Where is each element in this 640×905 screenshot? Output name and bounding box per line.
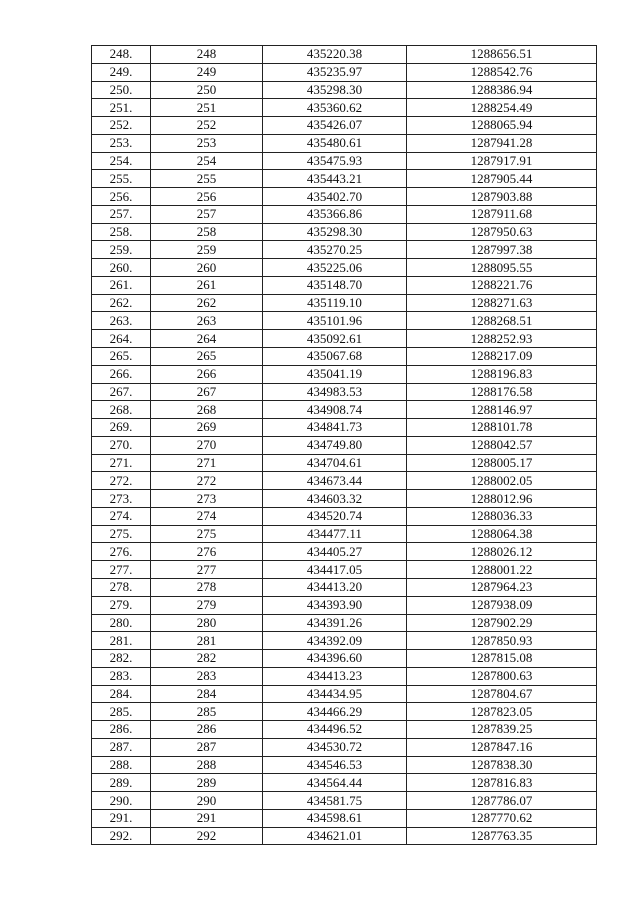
point-number-cell: 275 xyxy=(151,525,263,543)
point-number-cell: 269 xyxy=(151,419,263,437)
x-coordinate-cell: 434477.11 xyxy=(263,525,407,543)
x-coordinate-cell: 434598.61 xyxy=(263,809,407,827)
y-coordinate-cell: 1287905.44 xyxy=(407,170,597,188)
table-row xyxy=(92,348,597,366)
point-number-cell: 279 xyxy=(151,596,263,614)
point-number-cell: 283 xyxy=(151,667,263,685)
row-index-cell: 267. xyxy=(92,383,151,401)
table-row xyxy=(92,756,597,774)
point-number-cell: 288 xyxy=(151,756,263,774)
point-number-cell: 290 xyxy=(151,792,263,810)
y-coordinate-cell: 1288005.17 xyxy=(407,454,597,472)
point-number-cell: 287 xyxy=(151,738,263,756)
table-row xyxy=(92,543,597,561)
y-coordinate-cell: 1288217.09 xyxy=(407,348,597,366)
x-coordinate-cell: 435092.61 xyxy=(263,330,407,348)
x-coordinate-cell: 435475.93 xyxy=(263,152,407,170)
table-row xyxy=(92,276,597,294)
row-index-cell: 288. xyxy=(92,756,151,774)
point-number-cell: 253 xyxy=(151,134,263,152)
y-coordinate-cell: 1288271.63 xyxy=(407,294,597,312)
x-coordinate-cell: 434392.09 xyxy=(263,632,407,650)
table-row xyxy=(92,63,597,81)
point-number-cell: 265 xyxy=(151,348,263,366)
point-number-cell: 250 xyxy=(151,81,263,99)
table-row xyxy=(92,490,597,508)
x-coordinate-cell: 434417.05 xyxy=(263,561,407,579)
x-coordinate-cell: 434581.75 xyxy=(263,792,407,810)
x-coordinate-cell: 434496.52 xyxy=(263,721,407,739)
y-coordinate-cell: 1287839.25 xyxy=(407,721,597,739)
y-coordinate-cell: 1287838.30 xyxy=(407,756,597,774)
y-coordinate-cell: 1287903.88 xyxy=(407,188,597,206)
x-coordinate-cell: 435366.86 xyxy=(263,205,407,223)
y-coordinate-cell: 1288268.51 xyxy=(407,312,597,330)
table-row xyxy=(92,259,597,277)
y-coordinate-cell: 1287902.29 xyxy=(407,614,597,632)
y-coordinate-cell: 1288101.78 xyxy=(407,419,597,437)
row-index-cell: 276. xyxy=(92,543,151,561)
y-coordinate-cell: 1288012.96 xyxy=(407,490,597,508)
y-coordinate-cell: 1287816.83 xyxy=(407,774,597,792)
x-coordinate-cell: 434564.44 xyxy=(263,774,407,792)
x-coordinate-cell: 434520.74 xyxy=(263,507,407,525)
y-coordinate-cell: 1287804.67 xyxy=(407,685,597,703)
y-coordinate-cell: 1288656.51 xyxy=(407,46,597,64)
row-index-cell: 275. xyxy=(92,525,151,543)
x-coordinate-cell: 434391.26 xyxy=(263,614,407,632)
table-row xyxy=(92,774,597,792)
row-index-cell: 272. xyxy=(92,472,151,490)
x-coordinate-cell: 434603.32 xyxy=(263,490,407,508)
point-number-cell: 286 xyxy=(151,721,263,739)
table-row xyxy=(92,827,597,845)
y-coordinate-cell: 1288065.94 xyxy=(407,117,597,135)
point-number-cell: 251 xyxy=(151,99,263,117)
table-row xyxy=(92,685,597,703)
row-index-cell: 280. xyxy=(92,614,151,632)
table-row xyxy=(92,205,597,223)
x-coordinate-cell: 434983.53 xyxy=(263,383,407,401)
y-coordinate-cell: 1288254.49 xyxy=(407,99,597,117)
row-index-cell: 274. xyxy=(92,507,151,525)
y-coordinate-cell: 1287997.38 xyxy=(407,241,597,259)
point-number-cell: 257 xyxy=(151,205,263,223)
x-coordinate-cell: 435225.06 xyxy=(263,259,407,277)
y-coordinate-cell: 1287917.91 xyxy=(407,152,597,170)
table-row xyxy=(92,614,597,632)
row-index-cell: 260. xyxy=(92,259,151,277)
point-number-cell: 252 xyxy=(151,117,263,135)
x-coordinate-cell: 434621.01 xyxy=(263,827,407,845)
row-index-cell: 261. xyxy=(92,276,151,294)
x-coordinate-cell: 434434.95 xyxy=(263,685,407,703)
table-row xyxy=(92,170,597,188)
y-coordinate-cell: 1287911.68 xyxy=(407,205,597,223)
row-index-cell: 269. xyxy=(92,419,151,437)
point-number-cell: 248 xyxy=(151,46,263,64)
table-row xyxy=(92,667,597,685)
x-coordinate-cell: 435480.61 xyxy=(263,134,407,152)
row-index-cell: 285. xyxy=(92,703,151,721)
table-row xyxy=(92,632,597,650)
point-number-cell: 273 xyxy=(151,490,263,508)
row-index-cell: 279. xyxy=(92,596,151,614)
x-coordinate-cell: 434530.72 xyxy=(263,738,407,756)
point-number-cell: 260 xyxy=(151,259,263,277)
point-number-cell: 289 xyxy=(151,774,263,792)
row-index-cell: 263. xyxy=(92,312,151,330)
point-number-cell: 282 xyxy=(151,650,263,668)
x-coordinate-cell: 435298.30 xyxy=(263,81,407,99)
row-index-cell: 273. xyxy=(92,490,151,508)
point-number-cell: 261 xyxy=(151,276,263,294)
table-row xyxy=(92,152,597,170)
row-index-cell: 253. xyxy=(92,134,151,152)
x-coordinate-cell: 435119.10 xyxy=(263,294,407,312)
table-row xyxy=(92,330,597,348)
table-row xyxy=(92,436,597,454)
y-coordinate-cell: 1288095.55 xyxy=(407,259,597,277)
y-coordinate-cell: 1287770.62 xyxy=(407,809,597,827)
y-coordinate-cell: 1287800.63 xyxy=(407,667,597,685)
table-row xyxy=(92,792,597,810)
point-number-cell: 255 xyxy=(151,170,263,188)
row-index-cell: 255. xyxy=(92,170,151,188)
y-coordinate-cell: 1288252.93 xyxy=(407,330,597,348)
x-coordinate-cell: 435298.30 xyxy=(263,223,407,241)
row-index-cell: 256. xyxy=(92,188,151,206)
table-row xyxy=(92,294,597,312)
row-index-cell: 252. xyxy=(92,117,151,135)
table-row xyxy=(92,117,597,135)
table-row xyxy=(92,241,597,259)
row-index-cell: 289. xyxy=(92,774,151,792)
x-coordinate-cell: 435220.38 xyxy=(263,46,407,64)
table-row xyxy=(92,223,597,241)
x-coordinate-cell: 435360.62 xyxy=(263,99,407,117)
table-row xyxy=(92,81,597,99)
point-number-cell: 280 xyxy=(151,614,263,632)
point-number-cell: 263 xyxy=(151,312,263,330)
x-coordinate-cell: 434749.80 xyxy=(263,436,407,454)
table-row xyxy=(92,134,597,152)
x-coordinate-cell: 435443.21 xyxy=(263,170,407,188)
x-coordinate-cell: 435426.07 xyxy=(263,117,407,135)
point-number-cell: 254 xyxy=(151,152,263,170)
x-coordinate-cell: 434704.61 xyxy=(263,454,407,472)
point-number-cell: 292 xyxy=(151,827,263,845)
y-coordinate-cell: 1288026.12 xyxy=(407,543,597,561)
point-number-cell: 266 xyxy=(151,365,263,383)
x-coordinate-cell: 435402.70 xyxy=(263,188,407,206)
point-number-cell: 271 xyxy=(151,454,263,472)
y-coordinate-cell: 1288001.22 xyxy=(407,561,597,579)
x-coordinate-cell: 434546.53 xyxy=(263,756,407,774)
x-coordinate-cell: 434413.23 xyxy=(263,667,407,685)
y-coordinate-cell: 1288542.76 xyxy=(407,63,597,81)
row-index-cell: 249. xyxy=(92,63,151,81)
table-row xyxy=(92,99,597,117)
row-index-cell: 262. xyxy=(92,294,151,312)
y-coordinate-cell: 1288221.76 xyxy=(407,276,597,294)
row-index-cell: 271. xyxy=(92,454,151,472)
point-number-cell: 258 xyxy=(151,223,263,241)
y-coordinate-cell: 1287823.05 xyxy=(407,703,597,721)
coordinates-table xyxy=(91,45,597,845)
row-index-cell: 282. xyxy=(92,650,151,668)
point-number-cell: 249 xyxy=(151,63,263,81)
row-index-cell: 291. xyxy=(92,809,151,827)
x-coordinate-cell: 435148.70 xyxy=(263,276,407,294)
point-number-cell: 268 xyxy=(151,401,263,419)
row-index-cell: 290. xyxy=(92,792,151,810)
point-number-cell: 264 xyxy=(151,330,263,348)
x-coordinate-cell: 435235.97 xyxy=(263,63,407,81)
table-row xyxy=(92,46,597,64)
table-row xyxy=(92,650,597,668)
table-row xyxy=(92,561,597,579)
y-coordinate-cell: 1287850.93 xyxy=(407,632,597,650)
x-coordinate-cell: 435101.96 xyxy=(263,312,407,330)
point-number-cell: 256 xyxy=(151,188,263,206)
row-index-cell: 270. xyxy=(92,436,151,454)
row-index-cell: 284. xyxy=(92,685,151,703)
row-index-cell: 251. xyxy=(92,99,151,117)
point-number-cell: 284 xyxy=(151,685,263,703)
y-coordinate-cell: 1288042.57 xyxy=(407,436,597,454)
row-index-cell: 287. xyxy=(92,738,151,756)
x-coordinate-cell: 434466.29 xyxy=(263,703,407,721)
y-coordinate-cell: 1287964.23 xyxy=(407,578,597,596)
row-index-cell: 259. xyxy=(92,241,151,259)
point-number-cell: 274 xyxy=(151,507,263,525)
row-index-cell: 265. xyxy=(92,348,151,366)
table-row xyxy=(92,525,597,543)
x-coordinate-cell: 435270.25 xyxy=(263,241,407,259)
table-row xyxy=(92,809,597,827)
y-coordinate-cell: 1287847.16 xyxy=(407,738,597,756)
table-row xyxy=(92,365,597,383)
row-index-cell: 292. xyxy=(92,827,151,845)
row-index-cell: 250. xyxy=(92,81,151,99)
y-coordinate-cell: 1288002.05 xyxy=(407,472,597,490)
y-coordinate-cell: 1288036.33 xyxy=(407,507,597,525)
row-index-cell: 283. xyxy=(92,667,151,685)
table-row xyxy=(92,383,597,401)
row-index-cell: 266. xyxy=(92,365,151,383)
y-coordinate-cell: 1287950.63 xyxy=(407,223,597,241)
x-coordinate-cell: 434413.20 xyxy=(263,578,407,596)
point-number-cell: 277 xyxy=(151,561,263,579)
row-index-cell: 268. xyxy=(92,401,151,419)
point-number-cell: 285 xyxy=(151,703,263,721)
table-row xyxy=(92,507,597,525)
row-index-cell: 254. xyxy=(92,152,151,170)
row-index-cell: 286. xyxy=(92,721,151,739)
table-row xyxy=(92,578,597,596)
row-index-cell: 257. xyxy=(92,205,151,223)
y-coordinate-cell: 1287786.07 xyxy=(407,792,597,810)
x-coordinate-cell: 435041.19 xyxy=(263,365,407,383)
point-number-cell: 272 xyxy=(151,472,263,490)
table-row xyxy=(92,312,597,330)
table-row xyxy=(92,401,597,419)
y-coordinate-cell: 1288386.94 xyxy=(407,81,597,99)
y-coordinate-cell: 1287815.08 xyxy=(407,650,597,668)
table-row xyxy=(92,738,597,756)
row-index-cell: 277. xyxy=(92,561,151,579)
table-row xyxy=(92,703,597,721)
x-coordinate-cell: 434396.60 xyxy=(263,650,407,668)
table-row xyxy=(92,419,597,437)
row-index-cell: 258. xyxy=(92,223,151,241)
coordinates-table-body xyxy=(92,46,597,845)
row-index-cell: 264. xyxy=(92,330,151,348)
point-number-cell: 270 xyxy=(151,436,263,454)
point-number-cell: 262 xyxy=(151,294,263,312)
y-coordinate-cell: 1287938.09 xyxy=(407,596,597,614)
y-coordinate-cell: 1288064.38 xyxy=(407,525,597,543)
table-row xyxy=(92,596,597,614)
y-coordinate-cell: 1287763.35 xyxy=(407,827,597,845)
point-number-cell: 259 xyxy=(151,241,263,259)
x-coordinate-cell: 434673.44 xyxy=(263,472,407,490)
y-coordinate-cell: 1287941.28 xyxy=(407,134,597,152)
x-coordinate-cell: 434405.27 xyxy=(263,543,407,561)
table-row xyxy=(92,472,597,490)
point-number-cell: 278 xyxy=(151,578,263,596)
row-index-cell: 248. xyxy=(92,46,151,64)
x-coordinate-cell: 435067.68 xyxy=(263,348,407,366)
y-coordinate-cell: 1288176.58 xyxy=(407,383,597,401)
x-coordinate-cell: 434841.73 xyxy=(263,419,407,437)
table-row xyxy=(92,721,597,739)
point-number-cell: 291 xyxy=(151,809,263,827)
y-coordinate-cell: 1288146.97 xyxy=(407,401,597,419)
row-index-cell: 281. xyxy=(92,632,151,650)
table-row xyxy=(92,454,597,472)
x-coordinate-cell: 434393.90 xyxy=(263,596,407,614)
point-number-cell: 276 xyxy=(151,543,263,561)
point-number-cell: 281 xyxy=(151,632,263,650)
y-coordinate-cell: 1288196.83 xyxy=(407,365,597,383)
row-index-cell: 278. xyxy=(92,578,151,596)
table-row xyxy=(92,188,597,206)
point-number-cell: 267 xyxy=(151,383,263,401)
x-coordinate-cell: 434908.74 xyxy=(263,401,407,419)
